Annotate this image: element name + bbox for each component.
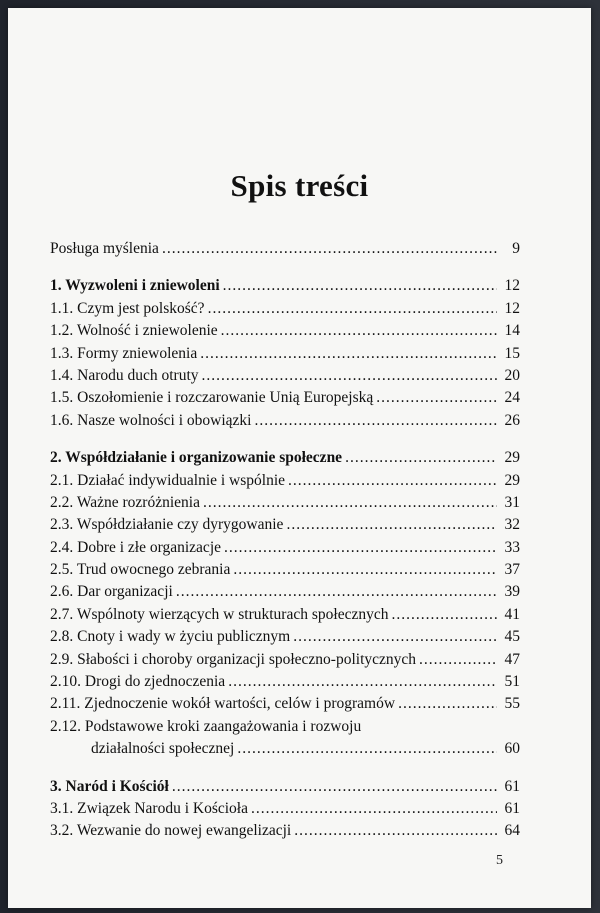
section-gap: [50, 434, 520, 449]
toc-entry-page: 26: [504, 411, 520, 429]
toc-entry: [50, 277, 520, 299]
toc-entry-title: 2.8. Cnoty i wady w życiu publicznym: [50, 628, 291, 646]
toc-entry-title: 2. Współdziałanie i organizowanie społeczne: [50, 449, 343, 467]
toc-entry-page: 29: [504, 471, 520, 489]
dot-leader: [203, 494, 497, 512]
toc-entry: [50, 718, 520, 740]
toc-entry-page: 29: [504, 449, 520, 467]
toc-entry-title: 3.1. Związek Narodu i Kościoła: [50, 799, 248, 817]
toc-entry: [50, 800, 520, 822]
dot-leader: [223, 277, 497, 295]
toc-entry: [50, 240, 520, 262]
toc-entry: [50, 695, 520, 717]
toc-entry-page: 15: [504, 344, 520, 362]
dot-leader: [221, 322, 497, 340]
toc-entry-page: 24: [504, 389, 520, 407]
toc-entry: [50, 345, 520, 367]
dot-leader: [419, 651, 497, 669]
toc-entry: [50, 539, 520, 561]
toc-entry-page: 32: [504, 516, 520, 534]
toc-entry: [50, 628, 520, 650]
toc-entry: [50, 778, 520, 800]
toc-entry: [50, 673, 520, 695]
toc-entry: [50, 583, 520, 605]
toc-entry-title: 1.5. Oszołomienie i rozczarowanie Unią Europejską: [50, 389, 374, 407]
toc-entry: [50, 389, 520, 411]
toc-entry-title: 2.4. Dobre i złe organizacje: [50, 538, 221, 556]
toc-entry: [50, 300, 520, 322]
dot-leader: [162, 240, 497, 258]
toc-entry: [50, 740, 520, 762]
toc-entry: [50, 561, 520, 583]
toc-entry-title: działalności społecznej: [91, 740, 235, 758]
dot-leader: [376, 389, 497, 407]
toc-entry-title: 2.6. Dar organizacji: [50, 583, 173, 601]
dot-leader: [293, 628, 497, 646]
toc-entry-page: 31: [504, 493, 520, 511]
toc-entry-title: 2.10. Drogi do zjednoczenia: [50, 673, 226, 691]
toc-entry-page: 41: [504, 605, 520, 623]
dot-leader: [286, 516, 497, 534]
toc-entry-title: 2.7. Wspólnoty wierzących w strukturach społecznych: [50, 605, 389, 623]
toc-entry-title: Posługa myślenia: [50, 240, 159, 257]
toc-entry-page: 61: [504, 777, 520, 795]
toc-entry-title: 1.6. Nasze wolności i obowiązki: [50, 411, 252, 429]
dot-leader: [172, 778, 497, 796]
toc-entry-title: 2.3. Współdziałanie czy dyrygowanie: [50, 516, 284, 534]
dot-leader: [294, 822, 497, 840]
toc-entry: [50, 322, 520, 344]
toc-entry: [50, 412, 520, 434]
dot-leader: [237, 740, 497, 758]
dot-leader: [224, 539, 497, 557]
table-of-contents: [50, 240, 520, 845]
toc-entry-title: 2.5. Trud owocnego zebrania: [50, 561, 231, 579]
toc-entry-page: 45: [504, 628, 520, 646]
dot-leader: [176, 583, 497, 601]
toc-entry-page: 14: [504, 322, 520, 340]
toc-entry-title: 1.3. Formy zniewolenia: [50, 344, 198, 362]
toc-entry-page: 61: [504, 799, 520, 817]
dot-leader: [228, 673, 497, 691]
dot-leader: [202, 367, 497, 385]
toc-entry: [50, 822, 520, 844]
toc-entry-page: 37: [504, 561, 520, 579]
toc-entry: [50, 449, 520, 471]
toc-entry-page: 12: [504, 299, 520, 317]
toc-entry-page: 64: [504, 822, 520, 840]
toc-entry: [50, 494, 520, 516]
section-gap: [50, 763, 520, 778]
toc-entry: [50, 472, 520, 494]
dot-leader: [288, 472, 497, 490]
page-number: 5: [496, 853, 503, 868]
toc-entry: [50, 651, 520, 673]
toc-entry-title: 2.12. Podstawowe kroki zaangażowania i rozwoju: [50, 717, 362, 735]
toc-entry-page: 51: [504, 673, 520, 691]
toc-entry: [50, 516, 520, 538]
toc-entry-page: 20: [504, 366, 520, 384]
page-title: Spis treści: [230, 168, 369, 203]
toc-entry-page: 12: [504, 277, 520, 295]
section-gap: [50, 262, 520, 277]
dot-leader: [208, 300, 497, 318]
toc-entry-title: 2.1. Działać indywidualnie i wspólnie: [50, 471, 286, 489]
toc-entry-page: 55: [504, 695, 520, 713]
dot-leader: [200, 345, 497, 363]
toc-entry-title: 1.1. Czym jest polskość?: [50, 299, 205, 317]
toc-entry-title: 1.2. Wolność i zniewolenie: [50, 322, 218, 340]
dot-leader: [254, 412, 497, 430]
book-page: [8, 8, 591, 908]
toc-entry-title: 3.2. Wezwanie do nowej ewangelizacji: [50, 822, 292, 840]
toc-entry-title: 2.2. Ważne rozróżnienia: [50, 493, 200, 511]
toc-entry-page: 60: [504, 740, 520, 758]
toc-entry-title: 2.11. Zjednoczenie wokół wartości, celów i programów: [50, 695, 396, 713]
toc-entry-page: 9: [512, 240, 520, 257]
toc-entry-title: 2.9. Słabości i choroby organizacji społeczno-politycznych: [50, 650, 417, 668]
toc-entry-title: 1. Wyzwoleni i zniewoleni: [50, 277, 220, 295]
dot-leader: [345, 449, 497, 467]
toc-entry: [50, 606, 520, 628]
dot-leader: [233, 561, 497, 579]
toc-entry: [50, 367, 520, 389]
toc-entry-page: 33: [504, 538, 520, 556]
dot-leader: [251, 800, 497, 818]
toc-entry-title: 1.4. Narodu duch otruty: [50, 366, 199, 384]
toc-entry-page: 47: [504, 650, 520, 668]
dot-leader: [398, 695, 497, 713]
toc-entry-title: 3. Naród i Kościół: [50, 777, 169, 795]
toc-entry-page: 39: [504, 583, 520, 601]
dot-leader: [391, 606, 497, 624]
